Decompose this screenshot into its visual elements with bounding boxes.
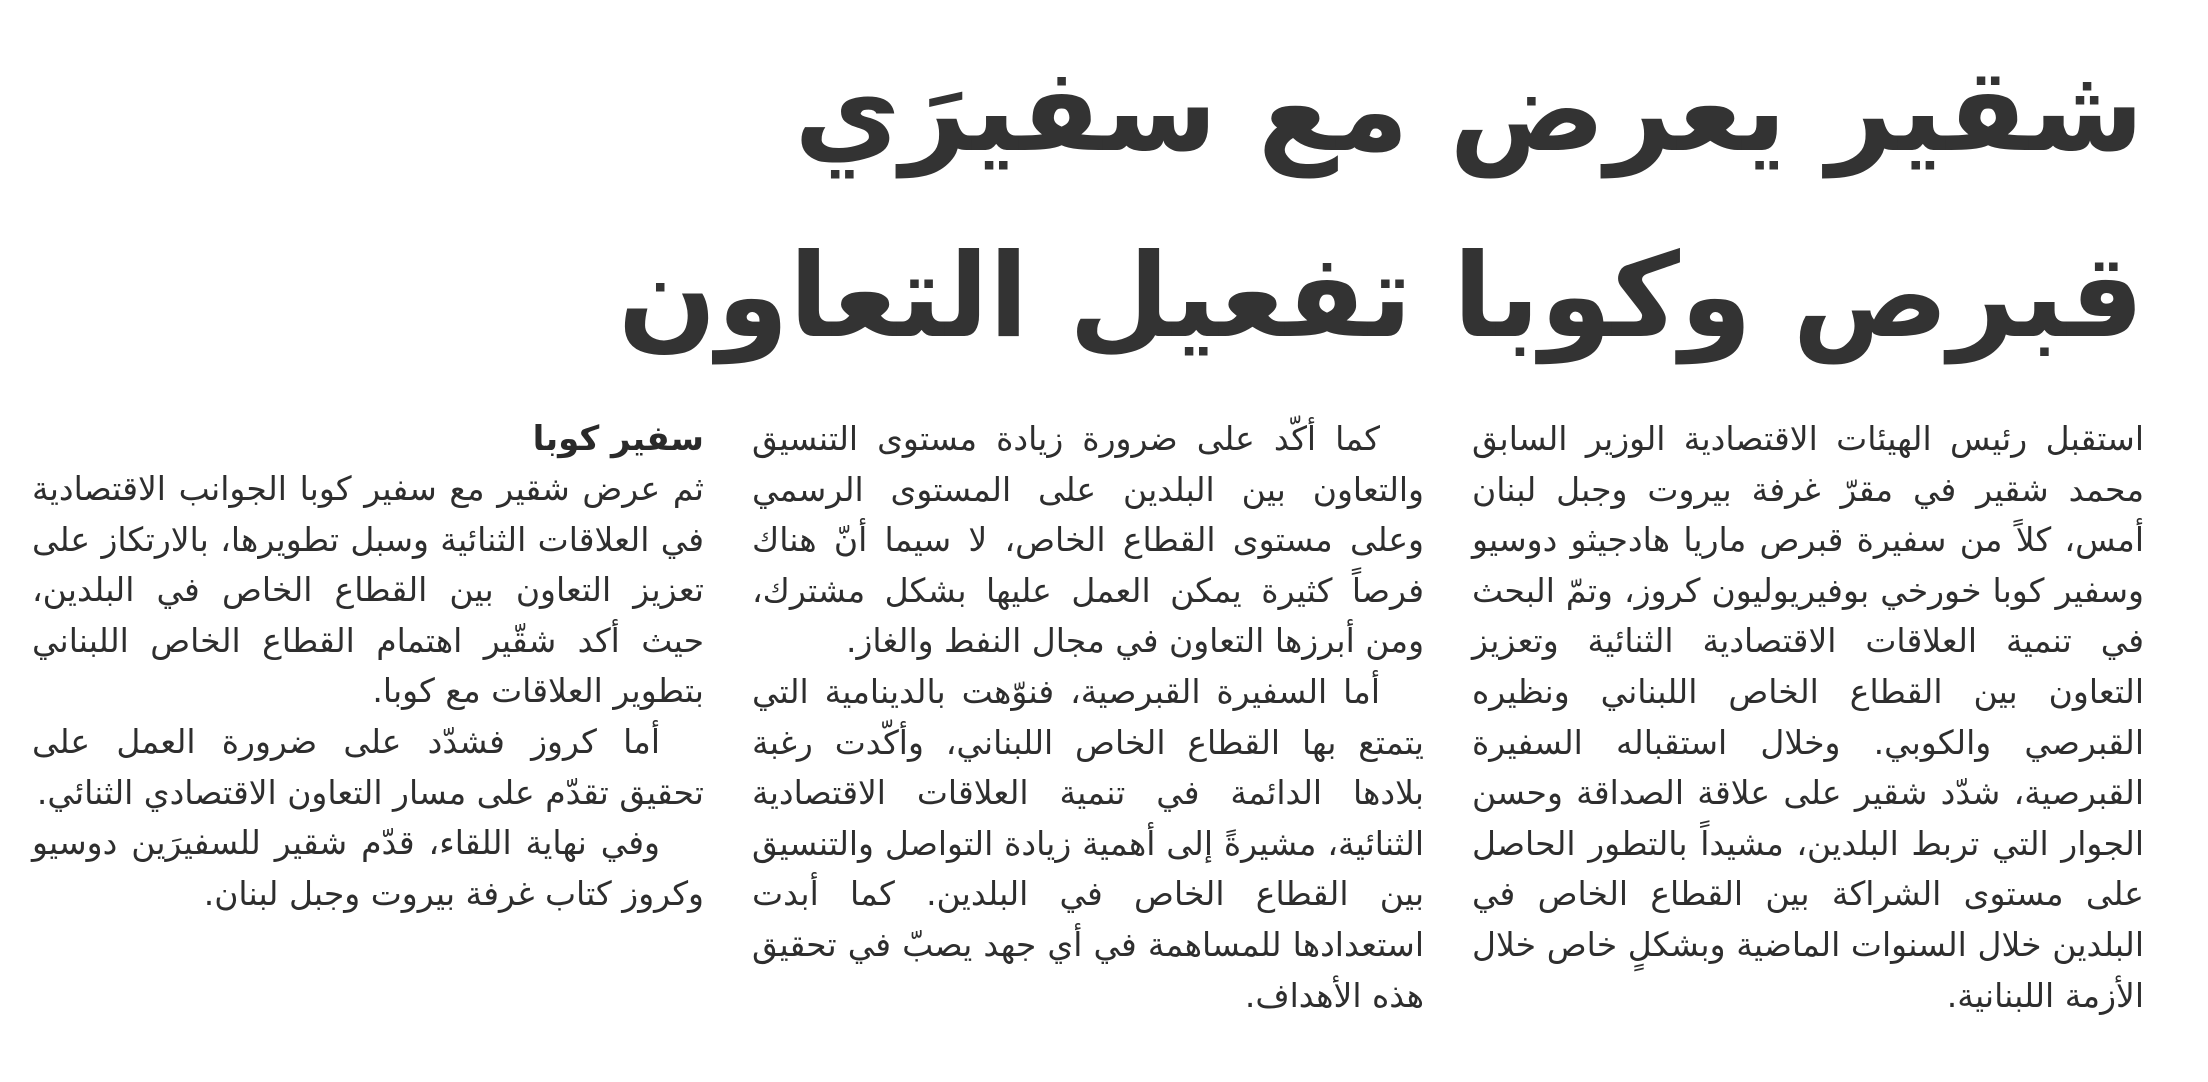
article-column-2	[752, 414, 1424, 1054]
paragraph-cruz-statement: أما كروز فشدّد على ضرورة العمل على تحقيق تقدّم على مسار التعاون الاقتصادي الثنائي.	[32, 721, 704, 812]
article-column-3	[32, 414, 704, 1054]
paragraph-cuba-discussion: ثم عرض شقير مع سفير كوبا الجوانب الاقتصادية في العلاقات الثنائية وسبل تطويرها، بالارتكاز على تعزيز التعاون بين القطاع الخاص في البلدين، حيث أكد شقّير اهتمام القطاع الخاص اللبناني بتطوير العلاقات مع كوبا.	[32, 469, 704, 711]
section-subheading: سفير كوبا	[532, 419, 704, 459]
article-column-1	[1472, 414, 2144, 1054]
article-headline: شقير يعرض مع سفيرَي قبرص وكوبا تفعيل التعاون	[617, 43, 2144, 364]
article-body	[32, 414, 2144, 1054]
paragraph-intro: استقبل رئيس الهيئات الاقتصادية الوزير السابق محمد شقير في مقرّ غرفة بيروت وجبل لبنان أمس، كلاً من سفيرة قبرص ماريا هادجيثو دوسيو وسفير كوبا خورخي بوفيريوليون كروز، وتمّ البحث في تنمية العلاقات الاقتصادية الثنائية وتعزيز التعاون بين القطاع الخاص اللبناني ونظيره القبرصي والكوبي. وخلال استقباله السفيرة القبرصية، شدّد شقير على علاقة الصداقة وحسن الجوار التي تربط البلدين، مشيداً بالتطور الحاصل على مستوى الشراكة بين القطاع الخاص في البلدين خلال السنوات الماضية وبشكلٍ خاص خلال الأزمة اللبنانية.	[1472, 419, 2144, 1015]
paragraph-closing: وفي نهاية اللقاء، قدّم شقير للسفيرَين دوسيو وكروز كتاب غرفة بيروت وجبل لبنان.	[32, 823, 704, 913]
paragraph-cyprus-ambassador: أما السفيرة القبرصية، فنوّهت بالدينامية التي يتمتع بها القطاع الخاص اللبناني، وأكّدت رغبة بلادها الدائمة في تنمية العلاقات الاقتصادية الثنائية، مشيرةً إلى أهمية زيادة التواصل والتنسيق بين القطاع الخاص في البلدين. كما أبدت استعدادها للمساهمة في أي جهد يصبّ في تحقيق هذه الأهداف.	[752, 671, 1424, 1015]
paragraph-coordination: كما أكّد على ضرورة زيادة مستوى التنسيق والتعاون بين البلدين على المستوى الرسمي وعلى مستوى القطاع الخاص، لا سيما أنّ هناك فرصاً كثيرة يمكن العمل عليها بشكل مشترك، ومن أبرزها التعاون في مجال النفط والغاز.	[752, 419, 1424, 661]
